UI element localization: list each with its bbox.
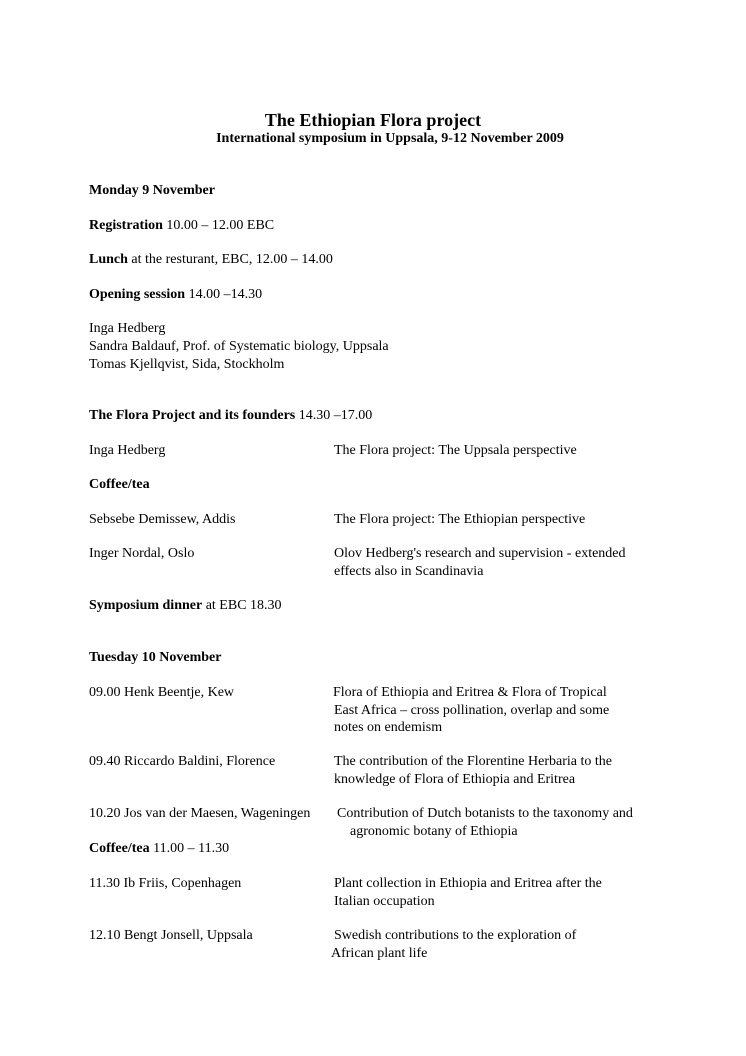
talk-title: Flora of Ethiopia and Eritrea & Flora of Tropical <box>333 685 607 700</box>
opening-speaker: Inga Hedberg <box>89 321 166 336</box>
talk-title: The Flora project: The Uppsala perspective <box>334 443 577 458</box>
talk-speaker: 09.40 Riccardo Baldini, Florence <box>89 754 276 769</box>
talk-title: effects also in Scandinavia <box>334 564 484 579</box>
lunch-line: Lunch at the resturant, EBC, 12.00 – 14.00 <box>89 252 333 267</box>
day-heading-monday: Monday 9 November <box>89 183 215 198</box>
coffee-break: Coffee/tea <box>89 477 150 492</box>
founders-session-label: The Flora Project and its founders <box>89 408 296 423</box>
talk-title: agronomic botany of Ethiopia <box>350 824 518 839</box>
symposium-dinner-label: Symposium dinner <box>89 598 203 613</box>
talk-title: Swedish contributions to the exploration of <box>334 928 577 943</box>
talk-speaker: Inga Hedberg <box>89 443 166 458</box>
talk-title: Contribution of Dutch botanists to the taxonomy and <box>337 806 633 821</box>
registration-line: Registration 10.00 – 12.00 EBC <box>89 218 275 233</box>
talk-speaker: 09.00 Henk Beentje, Kew <box>89 685 235 700</box>
founders-session-line: The Flora Project and its founders 14.30 –17.00 <box>89 408 373 423</box>
opening-session-label: Opening session <box>89 287 186 302</box>
talk-title: The contribution of the Florentine Herbaria to the <box>334 754 612 769</box>
coffee-break-line: Coffee/tea 11.00 – 11.30 <box>89 841 230 856</box>
talk-speaker: Inger Nordal, Oslo <box>89 546 195 561</box>
talk-title: East Africa – cross pollination, overlap and some <box>334 703 610 718</box>
talk-title: Italian occupation <box>334 894 435 909</box>
talk-speaker: 12.10 Bengt Jonsell, Uppsala <box>89 928 253 943</box>
opening-speaker: Tomas Kjellqvist, Sida, Stockholm <box>89 357 285 372</box>
symposium-dinner-line: Symposium dinner at EBC 18.30 <box>89 598 282 613</box>
talk-title: African plant life <box>331 946 428 961</box>
opening-session-line: Opening session 14.00 –14.30 <box>89 287 263 302</box>
talk-title: notes on endemism <box>334 720 443 735</box>
talk-speaker: 11.30 Ib Friis, Copenhagen <box>89 876 242 891</box>
talk-title: The Flora project: The Ethiopian perspective <box>334 512 586 527</box>
talk-speaker: Sebsebe Demissew, Addis <box>89 512 236 527</box>
day-heading-tuesday: Tuesday 10 November <box>89 650 222 665</box>
talk-title: knowledge of Flora of Ethiopia and Eritrea <box>334 772 576 787</box>
document-subtitle: International symposium in Uppsala, 9-12 November 2009 <box>216 131 564 146</box>
document-title: The Ethiopian Flora project <box>264 110 482 130</box>
talk-title: Plant collection in Ethiopia and Eritrea after the <box>334 876 602 891</box>
talk-speaker: 10.20 Jos van der Maesen, Wageningen <box>89 806 311 821</box>
lunch-label: Lunch <box>89 252 128 267</box>
opening-speaker: Sandra Baldauf, Prof. of Systematic biology, Uppsala <box>89 339 389 354</box>
talk-title: Olov Hedberg's research and supervision - extended <box>334 546 626 561</box>
coffee-break-label: Coffee/tea <box>89 841 150 856</box>
registration-label: Registration <box>89 218 163 233</box>
